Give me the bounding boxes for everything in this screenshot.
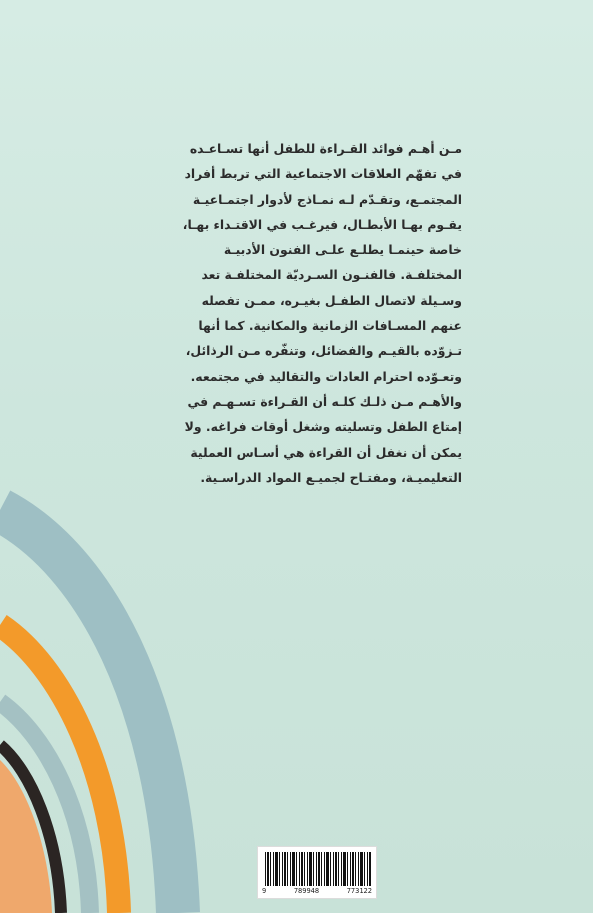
text-line: وتعـوّده احترام العادات والتقاليد في مجتمعه.: [190, 368, 462, 384]
text-line: المختلفـة. فالفنـون السـرديّة المختلفـة تعد: [201, 267, 462, 283]
barcode: [257, 846, 377, 899]
text-line: خاصة حينمـا يطلـع علـى الفنون الأدبيـة: [223, 242, 462, 258]
back-cover-text: [142, 136, 462, 490]
text-line: عنهم المسـافات الزمانية والمكانية. كما أنها: [198, 318, 462, 334]
barcode-lead-digit: 9: [262, 887, 267, 895]
barcode-bars: [265, 852, 371, 886]
text-line: مـن أهـم فوائد القـراءة للطفل أنها تسـاعـده: [189, 141, 462, 156]
text-line: يقـوم بهـا الأبطـال، فيرغـب في الاقتـداء بهـا،: [182, 216, 462, 232]
text-line: في تفهّم العلاقات الاجتماعية التي تربط أفراد: [184, 166, 462, 182]
text-line: وسـيلة لاتصال الطفـل بغيـره، ممـن تفصله: [201, 292, 462, 308]
text-line: تـزوّده بالقيـم والفضائل، وتنفّره مـن الرذائل،: [185, 343, 462, 359]
barcode-group-one: 789948: [293, 887, 320, 895]
barcode-number: [262, 888, 372, 895]
text-line: المجتمـع، وتقـدّم لـه نمـاذج لأدوار اجتمـاعيـة: [192, 191, 462, 207]
text-line: إمتاع الطفل وتسليته وشغل أوقات فراغه. ولا: [184, 419, 462, 435]
barcode-group-two: 773122: [346, 887, 372, 895]
text-line: يمكن أن نغفل أن القراءة هي أسـاس العملية: [190, 444, 462, 460]
text-line: والأهـم مـن ذلـك كلـه أن القـراءة تسـهـم في: [187, 393, 462, 409]
text-line: التعليميـة، ومفتـاح لجميـع المواد الدراسـية.: [200, 469, 462, 485]
